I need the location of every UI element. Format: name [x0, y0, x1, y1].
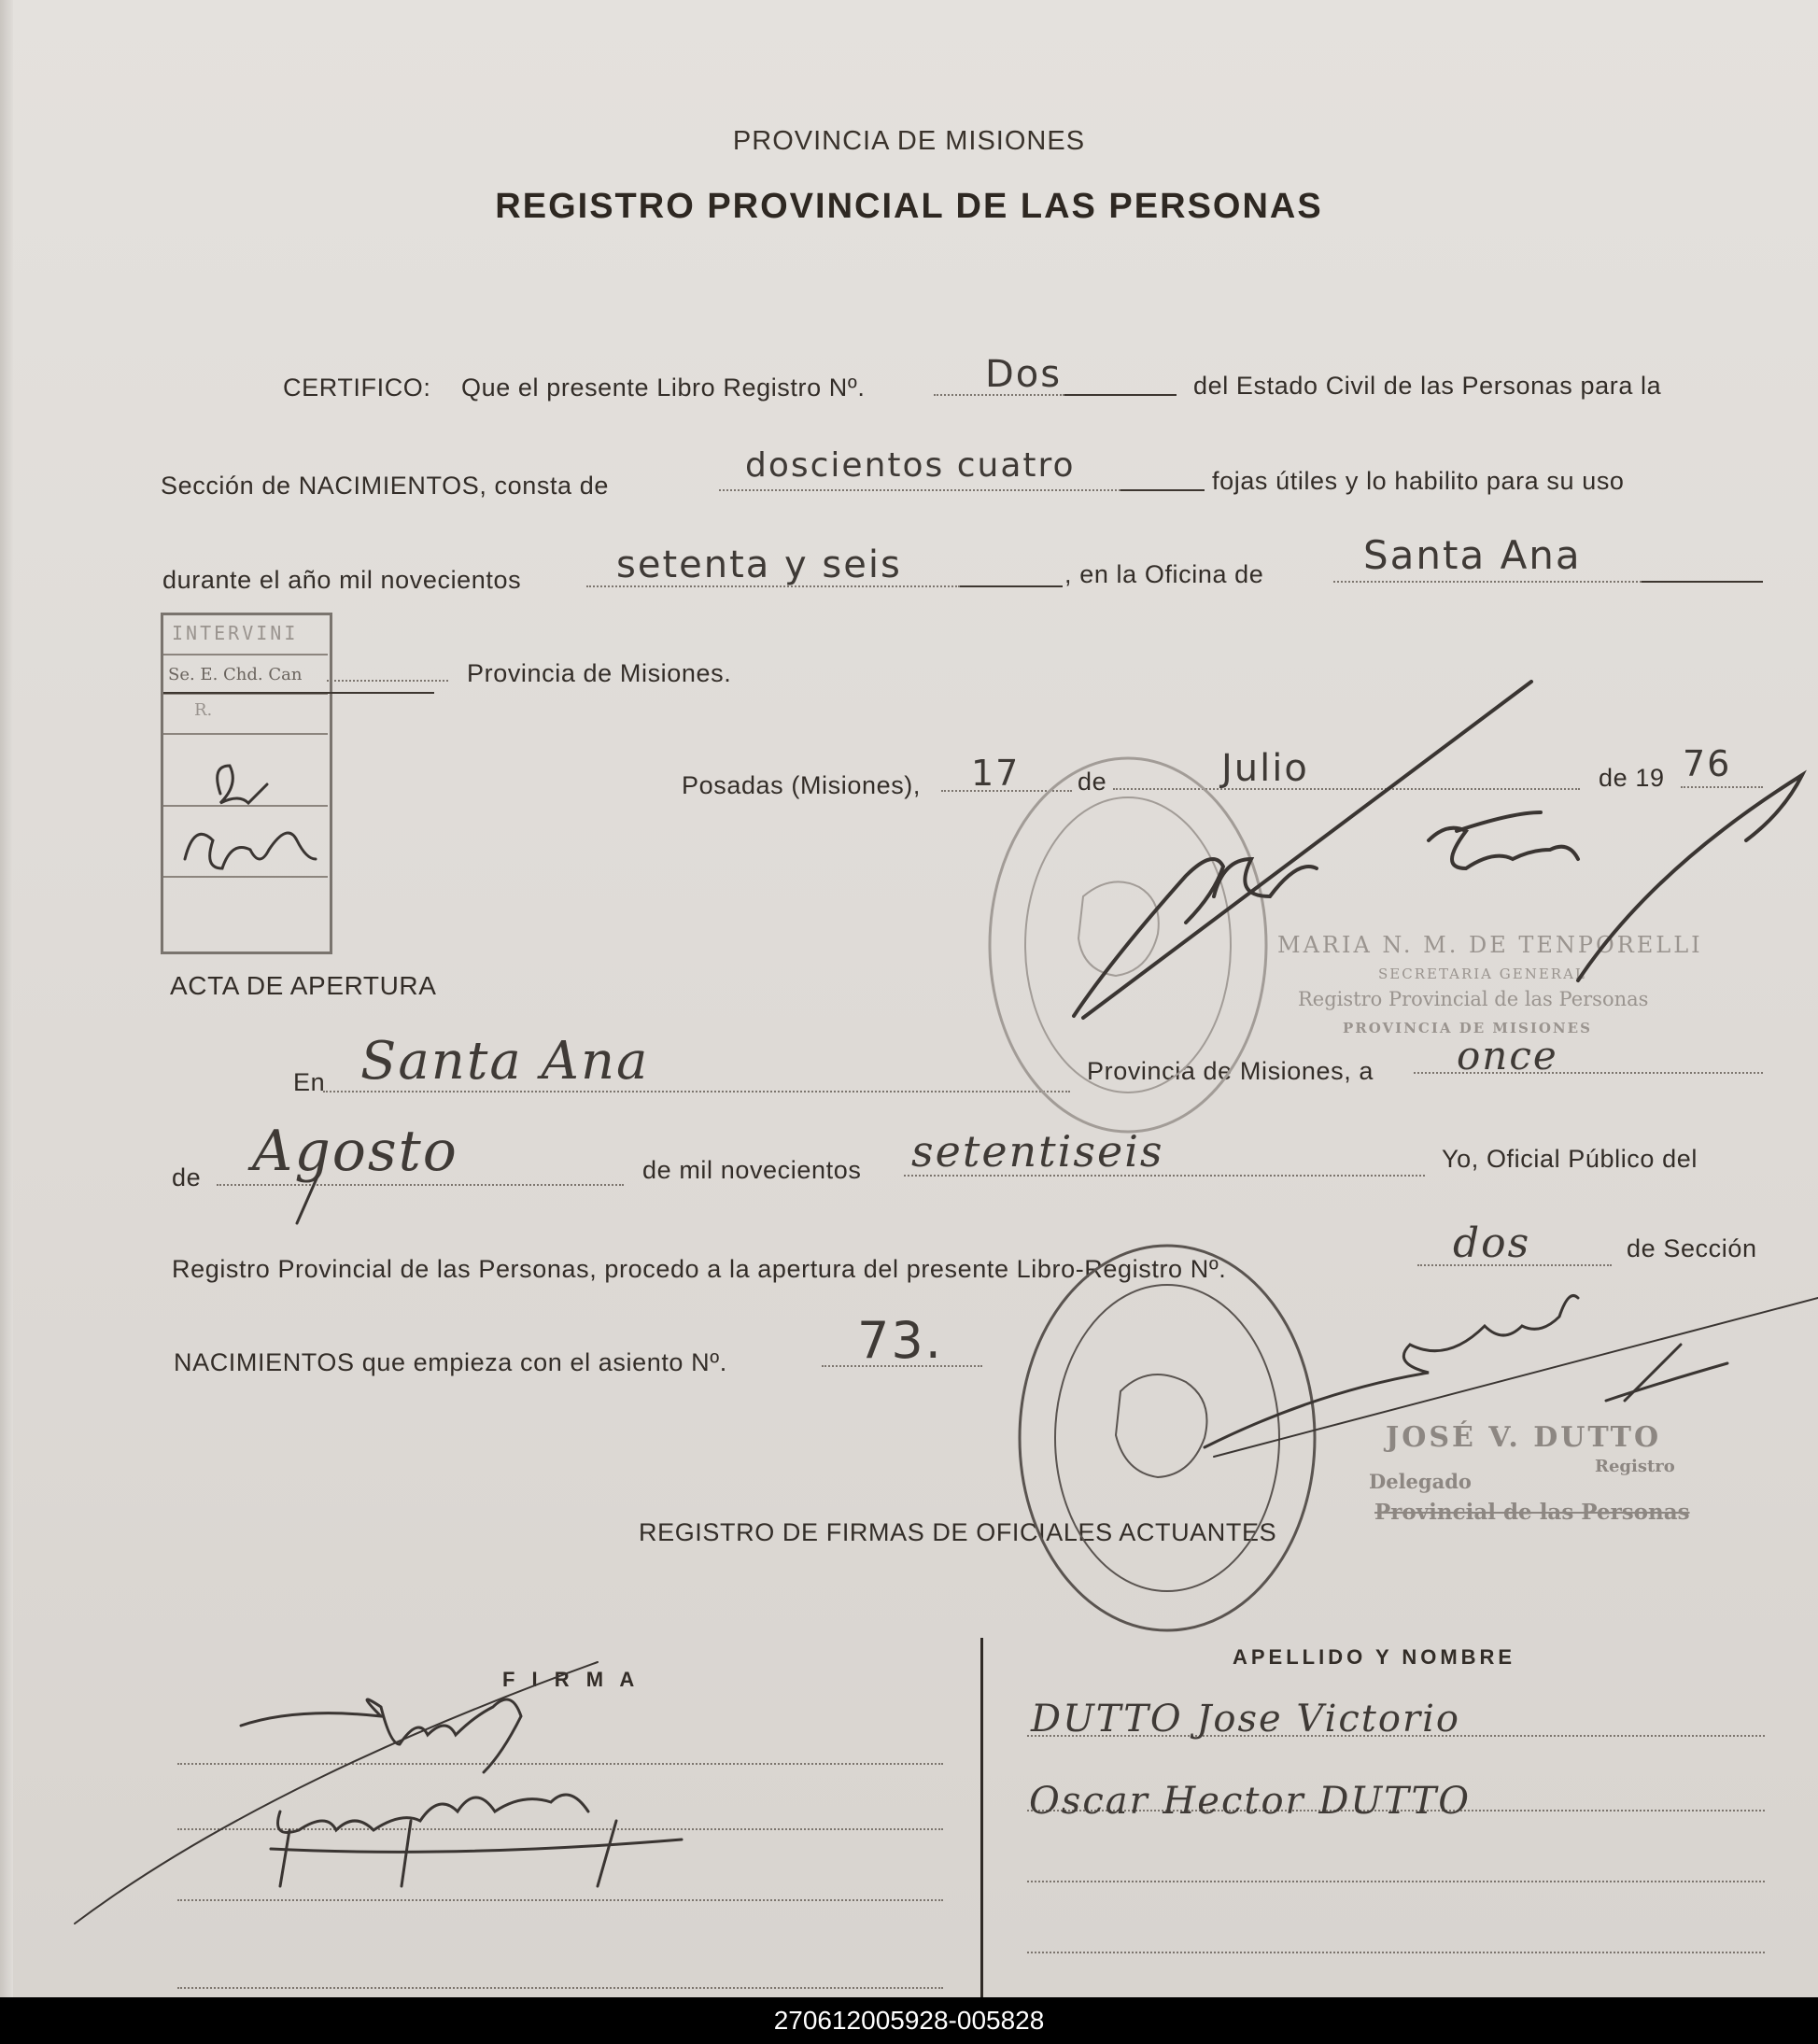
month-handwritten: Julio: [1221, 747, 1309, 790]
cert-line4-end: Provincia de Misiones.: [467, 659, 732, 687]
cert-line3-start: durante el año mil novecientos: [162, 566, 522, 594]
office-handwritten: Santa Ana: [1363, 532, 1582, 578]
signatures-heading: REGISTRO DE FIRMAS DE OFICIALES ACTUANTES: [639, 1518, 1277, 1546]
year-label: de 19: [1599, 764, 1665, 792]
intervention-name: Se. E. Chd. Can: [168, 665, 303, 684]
certifico-label: CERTIFICO:: [283, 374, 431, 402]
acta-handwriting-strokes: [297, 1177, 317, 1223]
delegate-stamp-registry: Registro: [1595, 1457, 1675, 1476]
secretary-stamp-name: MARIA N. M. DE TENPORELLI: [1277, 932, 1703, 958]
acta-year-handwritten: setentiseis: [911, 1126, 1164, 1177]
secretary-stamp-title: SECRETARIA GENERAL: [1378, 966, 1586, 982]
province-heading: PROVINCIA DE MISIONES: [732, 126, 1086, 156]
day-handwritten: 17: [971, 753, 1021, 794]
delegate-stamp-title: Delegado: [1369, 1470, 1472, 1493]
acta-entry-handwritten: 73.: [857, 1311, 943, 1370]
date-de-label: de: [1078, 768, 1107, 796]
col-firma-header: F I R M A: [502, 1668, 641, 1691]
acta-book-handwritten: dos: [1453, 1219, 1531, 1267]
delegate-stamp-name: JOSÉ V. DUTTO: [1386, 1421, 1662, 1454]
col-nombre-header: APELLIDO Y NOMBRE: [1233, 1645, 1516, 1669]
officer-signatures: [75, 1662, 682, 1924]
officer-name-1: DUTTO Jose Victorio: [1031, 1698, 1460, 1741]
intervention-title: INTERVINI: [172, 622, 299, 644]
acta-de-label: de: [172, 1163, 202, 1191]
cert-line1-text: Que el presente Libro Registro Nº.: [461, 374, 866, 402]
cert-line2-end: fojas útiles y lo habilito para su uso: [1212, 467, 1625, 495]
delegate-signature: [1205, 1296, 1818, 1458]
intervention-line3: R.: [194, 700, 213, 720]
secretary-stamp-province: PROVINCIA DE MISIONES: [1343, 1020, 1592, 1036]
acta-title: ACTA DE APERTURA: [170, 971, 437, 1000]
officer-name-2: Oscar Hector DUTTO: [1029, 1780, 1472, 1823]
acta-seccion-label: de Sección: [1627, 1234, 1757, 1262]
registry-heading: REGISTRO PROVINCIAL DE LAS PERSONAS: [495, 187, 1323, 226]
acta-place-handwritten: Santa Ana: [360, 1031, 650, 1092]
acta-yo-text: Yo, Oficial Público del: [1442, 1145, 1698, 1173]
fojas-handwritten: doscientos cuatro: [745, 446, 1076, 485]
place-date-label: Posadas (Misiones),: [682, 771, 921, 799]
cert-line1-end: del Estado Civil de las Personas para la: [1193, 372, 1662, 400]
acta-province-text: Provincia de Misiones, a: [1087, 1057, 1374, 1085]
acta-nac-text: NACIMIENTOS que empieza con el asiento Nº.: [174, 1348, 727, 1376]
book-number-handwritten: Dos: [985, 353, 1063, 396]
cert-line2-start: Sección de NACIMIENTOS, consta de: [161, 472, 609, 500]
secretary-stamp-registry: Registro Provincial de las Personas: [1298, 988, 1649, 1010]
acta-line-reg: Registro Provincial de las Personas, procedo a la apertura del presente Libro-Registro Nº.: [172, 1255, 1227, 1283]
delegate-stamp-registry2: Provincial de las Personas: [1374, 1500, 1690, 1525]
cert-line3-mid: , en la Oficina de: [1064, 560, 1264, 588]
acta-en-label: En: [293, 1068, 326, 1096]
year-words-handwritten: setenta y seis: [616, 543, 902, 586]
delegate-oval-seal: [1020, 1246, 1315, 1630]
document-id-footer: 270612005928-005828: [0, 1997, 1818, 2044]
secretary-signature: [1074, 682, 1802, 1018]
acta-month-handwritten: Agosto: [252, 1119, 458, 1184]
acta-day-handwritten: once: [1457, 1033, 1558, 1078]
intervention-initials: [185, 766, 316, 868]
acta-year-text: de mil novecientos: [642, 1156, 862, 1184]
year-digits-handwritten: 76: [1683, 743, 1732, 784]
